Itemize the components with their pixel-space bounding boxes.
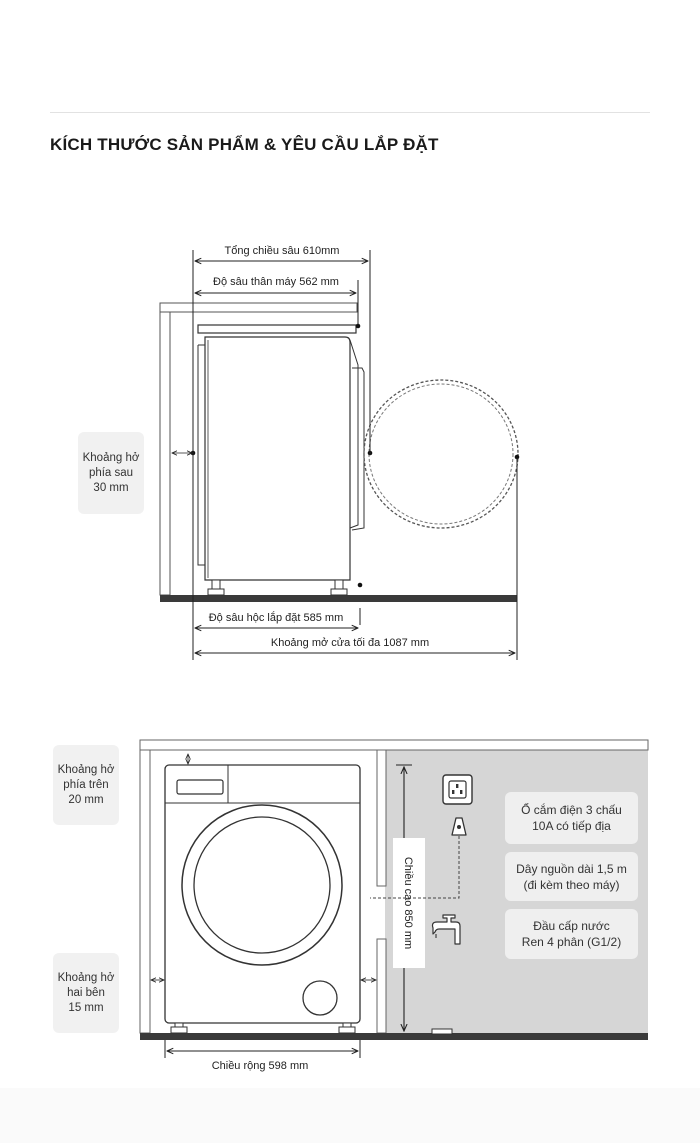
top-clearance-line2: phía trên (63, 778, 109, 791)
outlet-info-line2: 10A có tiếp địa (532, 819, 611, 833)
cabinet-left-panel (140, 750, 150, 1033)
cord-info-line1: Dây nguồn dài 1,5 m (516, 861, 627, 876)
top-clearance-line3: 20 mm (68, 793, 104, 806)
rear-clearance-callout (78, 432, 144, 514)
rear-clearance-line1: Khoảng hở (82, 451, 140, 464)
side-clearance-line3: 15 mm (68, 1001, 104, 1014)
side-view (160, 242, 519, 660)
outlet-info-line1: Ổ cắm điện 3 chấu (521, 803, 622, 817)
side-floor (160, 595, 517, 602)
water-info-line1: Đầu cấp nước (533, 919, 610, 933)
cabinet-top-board (140, 740, 648, 750)
cabinet-back-wall (160, 303, 170, 595)
bottom-band (0, 1088, 700, 1143)
width-label: Chiều rộng 598 mm (211, 1060, 309, 1072)
machine-front (165, 765, 360, 1033)
detergent-drawer (177, 780, 223, 794)
power-outlet-icon (443, 775, 472, 804)
machine-side-body (198, 325, 364, 595)
door-swing (364, 380, 518, 528)
cord-info-line2: (đi kèm theo máy) (523, 877, 620, 892)
cord-info-box (505, 852, 638, 901)
total-depth-label: Tổng chiều sâu 610mm (224, 245, 340, 257)
top-clearance-callout (53, 745, 119, 825)
water-info-line2: Ren 4 phân (G1/2) (521, 935, 622, 949)
body-depth-label: Độ sâu thân máy 562 mm (213, 276, 339, 288)
front-floor (140, 1033, 648, 1040)
side-clearance-line1: Khoảng hở (57, 971, 115, 984)
rear-clearance-line3: 30 mm (93, 481, 129, 494)
filter-cover (303, 981, 337, 1015)
door-glass (194, 817, 330, 953)
height-label: Chiều cao 850 mm (402, 856, 414, 950)
cabinet-top (160, 303, 357, 312)
door-open-label: Khoảng mở cửa tối đa 1087 mm (270, 637, 430, 649)
niche-depth-label: Độ sâu hộc lắp đặt 585 mm (208, 612, 344, 624)
page-title: KÍCH THƯỚC SẢN PHẨM & YÊU CẦU LẮP ĐẶT (50, 135, 439, 154)
top-clearance-line1: Khoảng hở (57, 763, 115, 776)
cabinet-right-panel-top (377, 750, 386, 886)
front-view (140, 740, 648, 1072)
outlet-info-box (505, 792, 638, 844)
side-clearance-callout (53, 953, 119, 1033)
side-clearance-line2: hai bên (67, 986, 105, 999)
water-info-box (505, 909, 638, 959)
rear-clearance-line2: phía sau (88, 466, 134, 479)
cabinet-right-panel-bottom (377, 939, 386, 1033)
